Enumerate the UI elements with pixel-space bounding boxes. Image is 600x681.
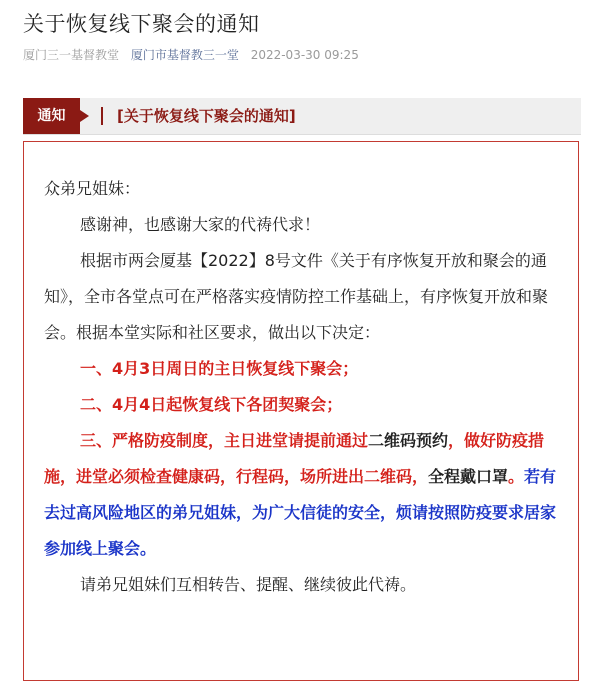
- article-meta: [23, 46, 367, 63]
- notice-header-bar: [23, 98, 581, 135]
- item3-text-e: 。: [508, 467, 525, 486]
- decision-item-3: [44, 423, 564, 567]
- item3-text-a: 三、严格防疫制度，主日进堂请提前通过: [80, 431, 369, 450]
- notice-content-box: [23, 141, 579, 681]
- decision-item-2: 二、4月4日起恢复线下各团契聚会；: [80, 395, 343, 414]
- official-account-link[interactable]: 厦门市基督教三一堂: [130, 48, 239, 62]
- notice-heading: [关于恢复线下聚会的通知]: [117, 107, 296, 125]
- item3-qr-booking: 二维码预约: [368, 431, 449, 450]
- notice-tag: 通知: [23, 98, 80, 134]
- publish-date: 2022-03-30 09:25: [250, 48, 359, 62]
- article-title: 关于恢复线下聚会的通知: [23, 12, 260, 36]
- notice-divider: [101, 107, 103, 125]
- decision-item-1: 一、4月3日周日的主日恢复线下聚会；: [80, 359, 359, 378]
- closing-paragraph: 请弟兄姐妹们互相转告、提醒、继续彼此代祷。: [80, 575, 417, 594]
- item3-online-notice: 若有去过高风险地区的弟兄姐妹，为广大信徒的安全，烦请按照防疫要求居家参加线上聚会。: [44, 467, 557, 558]
- item3-mask: 全程戴口罩: [428, 467, 509, 486]
- article-author: 厦门三一基督教堂: [23, 48, 120, 62]
- intro-paragraph: 根据市两会厦基【2022】8号文件《关于有序恢复开放和聚会的通知》，全市各堂点可在严格落实疫情防控工作基础上，有序恢复开放和聚会。根据本堂实际和社区要求，做出以下决定：: [44, 251, 549, 342]
- thanks-paragraph: 感谢神，也感谢大家的代祷代求！: [80, 215, 321, 234]
- salutation: 众弟兄姐妹：: [44, 179, 141, 198]
- notice-body: [44, 171, 564, 603]
- item3-text-c: ，做好防疫措施，进堂必须检查健康码，行程码，场所进出二维码，: [44, 431, 545, 486]
